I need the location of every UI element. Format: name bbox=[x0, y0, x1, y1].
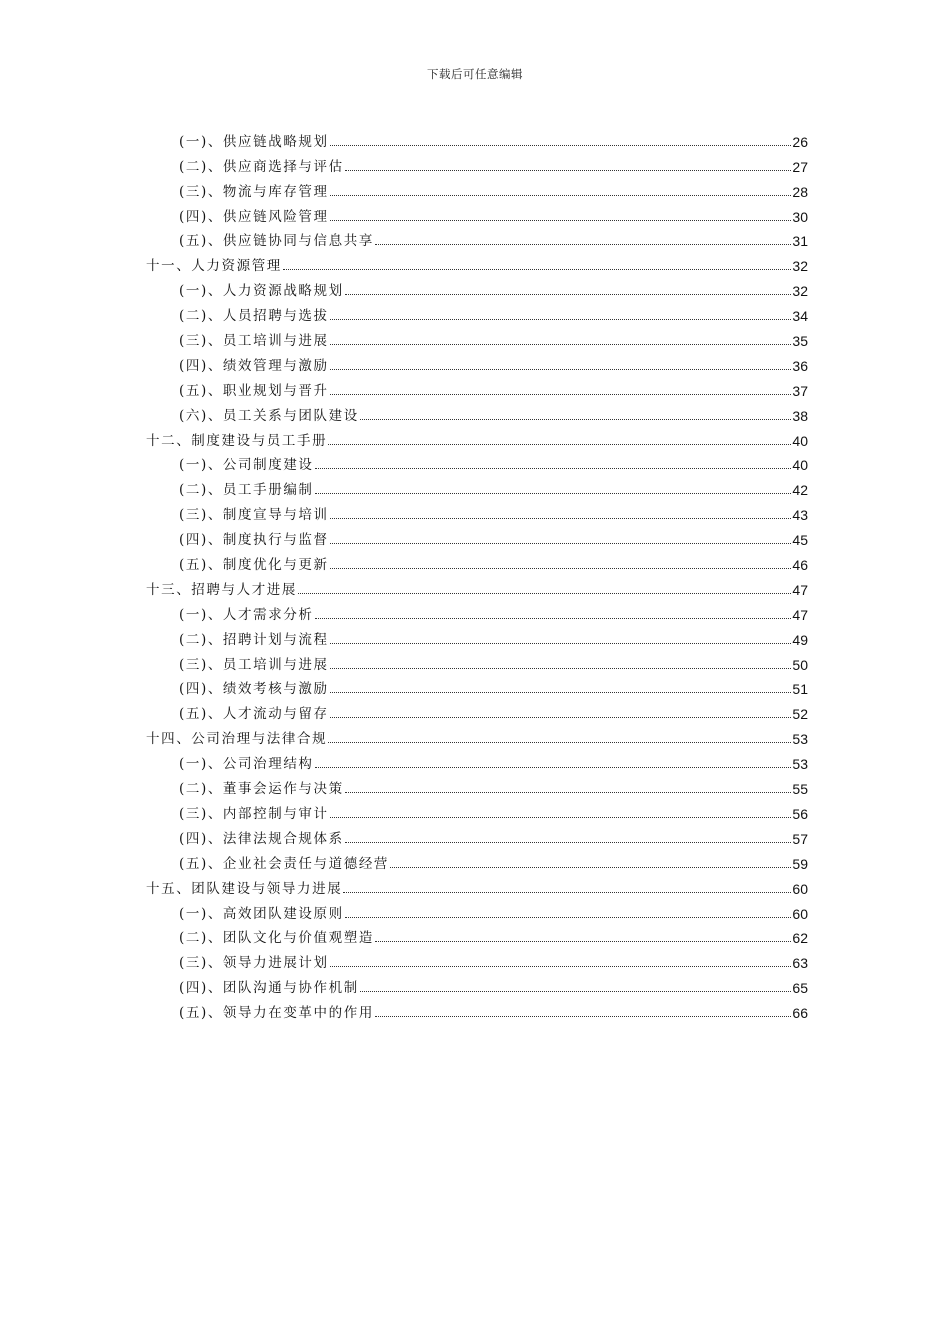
toc-entry-title: (五)、人才流动与留存 bbox=[179, 706, 329, 723]
toc-page-number: 56 bbox=[792, 805, 808, 822]
toc-dot-leader bbox=[343, 888, 791, 893]
toc-chapter-entry[interactable] bbox=[146, 573, 808, 598]
toc-page-number: 51 bbox=[792, 681, 808, 698]
toc-section-entry[interactable] bbox=[146, 125, 808, 150]
toc-entry-title: (六)、员工关系与团队建设 bbox=[179, 407, 359, 424]
toc-page-number: 47 bbox=[792, 606, 808, 623]
toc-section-entry[interactable] bbox=[146, 747, 808, 772]
toc-entry-title: (三)、员工培训与进展 bbox=[179, 333, 329, 350]
toc-page-number: 45 bbox=[792, 532, 808, 549]
toc-page-number: 53 bbox=[792, 756, 808, 773]
toc-entry-title: (二)、供应商选择与评估 bbox=[179, 158, 344, 175]
toc-section-entry[interactable] bbox=[146, 150, 808, 175]
toc-dot-leader bbox=[330, 713, 792, 718]
toc-entry-title: (二)、员工手册编制 bbox=[179, 482, 314, 499]
toc-section-entry[interactable] bbox=[146, 175, 808, 200]
toc-dot-leader bbox=[330, 962, 792, 967]
toc-page-number: 65 bbox=[792, 980, 808, 997]
toc-page-number: 57 bbox=[792, 830, 808, 847]
toc-page-number: 38 bbox=[792, 407, 808, 424]
toc-page-number: 36 bbox=[792, 357, 808, 374]
toc-page-number: 60 bbox=[792, 880, 808, 897]
toc-entry-title: 十五、团队建设与领导力进展 bbox=[146, 880, 343, 897]
toc-chapter-entry[interactable] bbox=[146, 722, 808, 747]
toc-dot-leader bbox=[330, 539, 792, 544]
toc-section-entry[interactable] bbox=[146, 449, 808, 474]
page-header: 下载后可任意编辑 bbox=[427, 67, 523, 81]
toc-section-entry[interactable] bbox=[146, 697, 808, 722]
toc-page-number: 40 bbox=[792, 432, 808, 449]
toc-entry-title: (三)、员工培训与进展 bbox=[179, 656, 329, 673]
toc-entry-title: (五)、职业规划与晋升 bbox=[179, 382, 329, 399]
toc-dot-leader bbox=[330, 390, 792, 395]
toc-dot-leader bbox=[345, 788, 792, 793]
toc-page-number: 31 bbox=[792, 233, 808, 250]
toc-entry-title: (一)、人力资源战略规划 bbox=[179, 283, 344, 300]
toc-dot-leader bbox=[330, 141, 792, 146]
toc-entry-title: (二)、人员招聘与选拔 bbox=[179, 308, 329, 325]
toc-page-number: 55 bbox=[792, 781, 808, 798]
toc-section-entry[interactable] bbox=[146, 274, 808, 299]
toc-dot-leader bbox=[375, 240, 791, 245]
toc-page-number: 42 bbox=[792, 482, 808, 499]
toc-dot-leader bbox=[375, 1012, 791, 1017]
toc-chapter-entry[interactable] bbox=[146, 249, 808, 274]
toc-section-entry[interactable] bbox=[146, 847, 808, 872]
toc-dot-leader bbox=[330, 191, 792, 196]
toc-dot-leader bbox=[330, 688, 792, 693]
toc-dot-leader bbox=[283, 265, 792, 270]
toc-section-entry[interactable] bbox=[146, 971, 808, 996]
toc-dot-leader bbox=[298, 589, 791, 594]
toc-dot-leader bbox=[315, 489, 792, 494]
toc-entry-title: (四)、团队沟通与协作机制 bbox=[179, 980, 359, 997]
toc-entry-title: (二)、董事会运作与决策 bbox=[179, 781, 344, 798]
toc-section-entry[interactable] bbox=[146, 946, 808, 971]
toc-section-entry[interactable] bbox=[146, 324, 808, 349]
toc-page-number: 60 bbox=[792, 905, 808, 922]
toc-dot-leader bbox=[330, 564, 792, 569]
toc-page-number: 62 bbox=[792, 930, 808, 947]
toc-dot-leader bbox=[315, 464, 792, 469]
toc-entry-title: (四)、制度执行与监督 bbox=[179, 532, 329, 549]
toc-page-number: 35 bbox=[792, 333, 808, 350]
toc-dot-leader bbox=[330, 315, 792, 320]
toc-dot-leader bbox=[390, 863, 791, 868]
toc-entry-title: (一)、公司治理结构 bbox=[179, 756, 314, 773]
toc-section-entry[interactable] bbox=[146, 200, 808, 225]
toc-entry-title: (五)、企业社会责任与道德经营 bbox=[179, 855, 390, 872]
toc-section-entry[interactable] bbox=[146, 797, 808, 822]
toc-section-entry[interactable] bbox=[146, 922, 808, 947]
toc-dot-leader bbox=[345, 913, 792, 918]
toc-entry-title: 十二、制度建设与员工手册 bbox=[146, 432, 328, 449]
toc-page-number: 32 bbox=[792, 283, 808, 300]
toc-entry-title: (三)、领导力进展计划 bbox=[179, 955, 329, 972]
toc-entry-title: (五)、领导力在变革中的作用 bbox=[179, 1005, 374, 1022]
toc-page-number: 49 bbox=[792, 631, 808, 648]
toc-dot-leader bbox=[330, 664, 792, 669]
toc-entry-title: (一)、高效团队建设原则 bbox=[179, 905, 344, 922]
toc-dot-leader bbox=[345, 166, 792, 171]
toc-section-entry[interactable] bbox=[146, 822, 808, 847]
toc-entry-title: (五)、制度优化与更新 bbox=[179, 557, 329, 574]
toc-page-number: 43 bbox=[792, 507, 808, 524]
toc-entry-title: (四)、绩效管理与激励 bbox=[179, 357, 329, 374]
toc-page-number: 37 bbox=[792, 382, 808, 399]
toc-page-number: 50 bbox=[792, 656, 808, 673]
toc-entry-title: (四)、供应链风险管理 bbox=[179, 208, 329, 225]
toc-page-number: 47 bbox=[792, 581, 808, 598]
toc-entry-title: (四)、法律法规合规体系 bbox=[179, 830, 344, 847]
toc-dot-leader bbox=[375, 937, 791, 942]
toc-section-entry[interactable] bbox=[146, 399, 808, 424]
toc-chapter-entry[interactable] bbox=[146, 424, 808, 449]
toc-entry-title: (二)、团队文化与价值观塑造 bbox=[179, 930, 374, 947]
toc-page-number: 53 bbox=[792, 731, 808, 748]
toc-entry-title: (三)、制度宣导与培训 bbox=[179, 507, 329, 524]
toc-page-number: 63 bbox=[792, 955, 808, 972]
toc-dot-leader bbox=[315, 614, 792, 619]
toc-entry-title: (一)、人才需求分析 bbox=[179, 606, 314, 623]
toc-entry-title: (二)、招聘计划与流程 bbox=[179, 631, 329, 648]
toc-page-number: 46 bbox=[792, 557, 808, 574]
toc-dot-leader bbox=[330, 639, 792, 644]
toc-entry-title: 十四、公司治理与法律合规 bbox=[146, 731, 328, 748]
toc-section-entry[interactable] bbox=[146, 523, 808, 548]
toc-dot-leader bbox=[360, 415, 792, 420]
toc-entry-title: 十一、人力资源管理 bbox=[146, 258, 282, 275]
toc-section-entry[interactable] bbox=[146, 772, 808, 797]
toc-section-entry[interactable] bbox=[146, 623, 808, 648]
toc-page-number: 34 bbox=[792, 308, 808, 325]
toc-section-entry[interactable] bbox=[146, 648, 808, 673]
toc-entry-title: (一)、供应链战略规划 bbox=[179, 133, 329, 150]
toc-dot-leader bbox=[330, 216, 792, 221]
toc-section-entry[interactable] bbox=[146, 548, 808, 573]
toc-dot-leader bbox=[330, 365, 792, 370]
toc-page-number: 27 bbox=[792, 158, 808, 175]
toc-section-entry[interactable] bbox=[146, 299, 808, 324]
toc-entry-title: (三)、内部控制与审计 bbox=[179, 805, 329, 822]
toc-dot-leader bbox=[360, 987, 792, 992]
toc-section-entry[interactable] bbox=[146, 498, 808, 523]
toc-section-entry[interactable] bbox=[146, 673, 808, 698]
toc-section-entry[interactable] bbox=[146, 349, 808, 374]
toc-dot-leader bbox=[315, 763, 792, 768]
toc-page-number: 52 bbox=[792, 706, 808, 723]
toc-chapter-entry[interactable] bbox=[146, 872, 808, 897]
toc-dot-leader bbox=[330, 514, 792, 519]
toc-dot-leader bbox=[345, 290, 792, 295]
toc-section-entry[interactable] bbox=[146, 897, 808, 922]
toc-section-entry[interactable] bbox=[146, 996, 808, 1021]
table-of-contents bbox=[146, 125, 808, 1021]
toc-entry-title: 十三、招聘与人才进展 bbox=[146, 581, 297, 598]
toc-page-number: 26 bbox=[792, 133, 808, 150]
toc-page-number: 66 bbox=[792, 1005, 808, 1022]
toc-entry-title: (五)、供应链协同与信息共享 bbox=[179, 233, 374, 250]
toc-page-number: 28 bbox=[792, 183, 808, 200]
toc-dot-leader bbox=[330, 340, 792, 345]
toc-section-entry[interactable] bbox=[146, 225, 808, 250]
toc-dot-leader bbox=[328, 440, 791, 445]
toc-section-entry[interactable] bbox=[146, 374, 808, 399]
toc-section-entry[interactable] bbox=[146, 598, 808, 623]
toc-page-number: 40 bbox=[792, 457, 808, 474]
toc-entry-title: (三)、物流与库存管理 bbox=[179, 183, 329, 200]
toc-section-entry[interactable] bbox=[146, 473, 808, 498]
toc-page-number: 32 bbox=[792, 258, 808, 275]
toc-entry-title: (一)、公司制度建设 bbox=[179, 457, 314, 474]
toc-entry-title: (四)、绩效考核与激励 bbox=[179, 681, 329, 698]
toc-page-number: 59 bbox=[792, 855, 808, 872]
toc-dot-leader bbox=[330, 813, 792, 818]
toc-page-number: 30 bbox=[792, 208, 808, 225]
toc-dot-leader bbox=[345, 838, 792, 843]
toc-dot-leader bbox=[328, 738, 791, 743]
